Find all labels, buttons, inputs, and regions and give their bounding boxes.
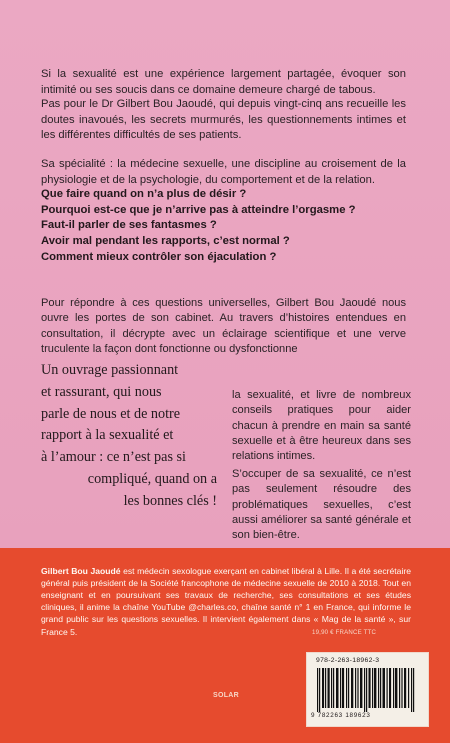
- intro-paragraph: Si la sexualité est une expérience largement partagée, évoquer son intimité ou ses soucis dans ce domaine demeure chargé de tabous.: [41, 68, 406, 96]
- barcode-icon: [315, 668, 419, 712]
- barcode-box: [306, 652, 429, 727]
- bio-text: est médecin sexologue exerçant en cabinet libéral à Lille. Il a été secrétaire général puis président de la Société francophone de médecine sexuelle de 2010 à 2018. Tout en enseignant et en poursuivant ses travaux de recherche, ses consultations et ses études cliniques, il anime la chaîne YouTube @charles.co, chaîne santé n° 1 en France, qui informe le grand public sur les questions sexuelles. Il intervient également dans « Mag de la santé », sur France 5.: [41, 565, 411, 637]
- advice-paragraph: la sexualité, et livre de nombreux conseils pratiques pour aider chacun à prendre en main sa santé sexuelle et à être heureux dans ses relations intimes.: [232, 389, 411, 463]
- bio-author-name: Gilbert Bou Jaoudé: [41, 565, 121, 576]
- quote-line: les bonnes clés !: [123, 492, 217, 509]
- specialty-paragraph: Sa spécialité : la médecine sexuelle, une discipline au croisement de la physiologie et de la psychologie, du comportement et de la relation.: [41, 158, 406, 186]
- barcode-number: 9 782263 189623: [311, 712, 371, 719]
- questions-list: [41, 187, 411, 266]
- question-4: Avoir mal pendant les rapports, c’est normal ?: [41, 235, 290, 248]
- price-label: 19,90 € FRANCE TTC: [312, 629, 377, 636]
- author-paragraph: Pas pour le Dr Gilbert Bou Jaoudé, qui depuis vingt-cinq ans recueille les doutes inavoués, les secrets murmurés, les questionnements intimes et les différentes difficultés de ses patients.: [41, 98, 406, 141]
- author-bio: [41, 565, 411, 638]
- quote-line: parle de nous et de notre: [41, 405, 181, 422]
- red-band: [0, 548, 450, 743]
- wellbeing-paragraph: S’occuper de sa sexualité, ce n’est pas seulement résoudre des problématiques sexuelles, c’est aussi améliorer sa santé générale et son bien-être.: [232, 468, 411, 542]
- cabinet-paragraph: Pour répondre à ces questions universelles, Gilbert Bou Jaoudé nous ouvre les portes de son cabinet. Au travers d’histoires entendues en consultation, il décrypte avec un éclairage scientifique et une verve truculente la façon dont fonctionne ou dysfonctionne: [41, 297, 406, 355]
- question-3: Faut-il parler de ses fantasmes ?: [41, 219, 217, 232]
- quote-line: et rassurant, qui nous: [41, 383, 162, 400]
- question-1: Que faire quand on n’a plus de désir ?: [41, 188, 247, 200]
- quote-line: à l’amour : ce n’est pas si: [41, 449, 186, 466]
- isbn-text: 978-2-263-18962-3: [316, 657, 380, 664]
- quote-line: rapport à la sexualité et: [41, 427, 174, 444]
- question-5: Comment mieux contrôler son éjaculation ?: [41, 250, 277, 263]
- question-2: Pourquoi est-ce que je n’arrive pas à atteindre l’orgasme ?: [41, 203, 356, 216]
- pull-quote: [41, 360, 217, 537]
- quote-line: Un ouvrage passionnant: [41, 362, 179, 378]
- publisher-logo: SOLAR: [213, 692, 239, 699]
- quote-line: compliqué, quand on a: [87, 470, 217, 487]
